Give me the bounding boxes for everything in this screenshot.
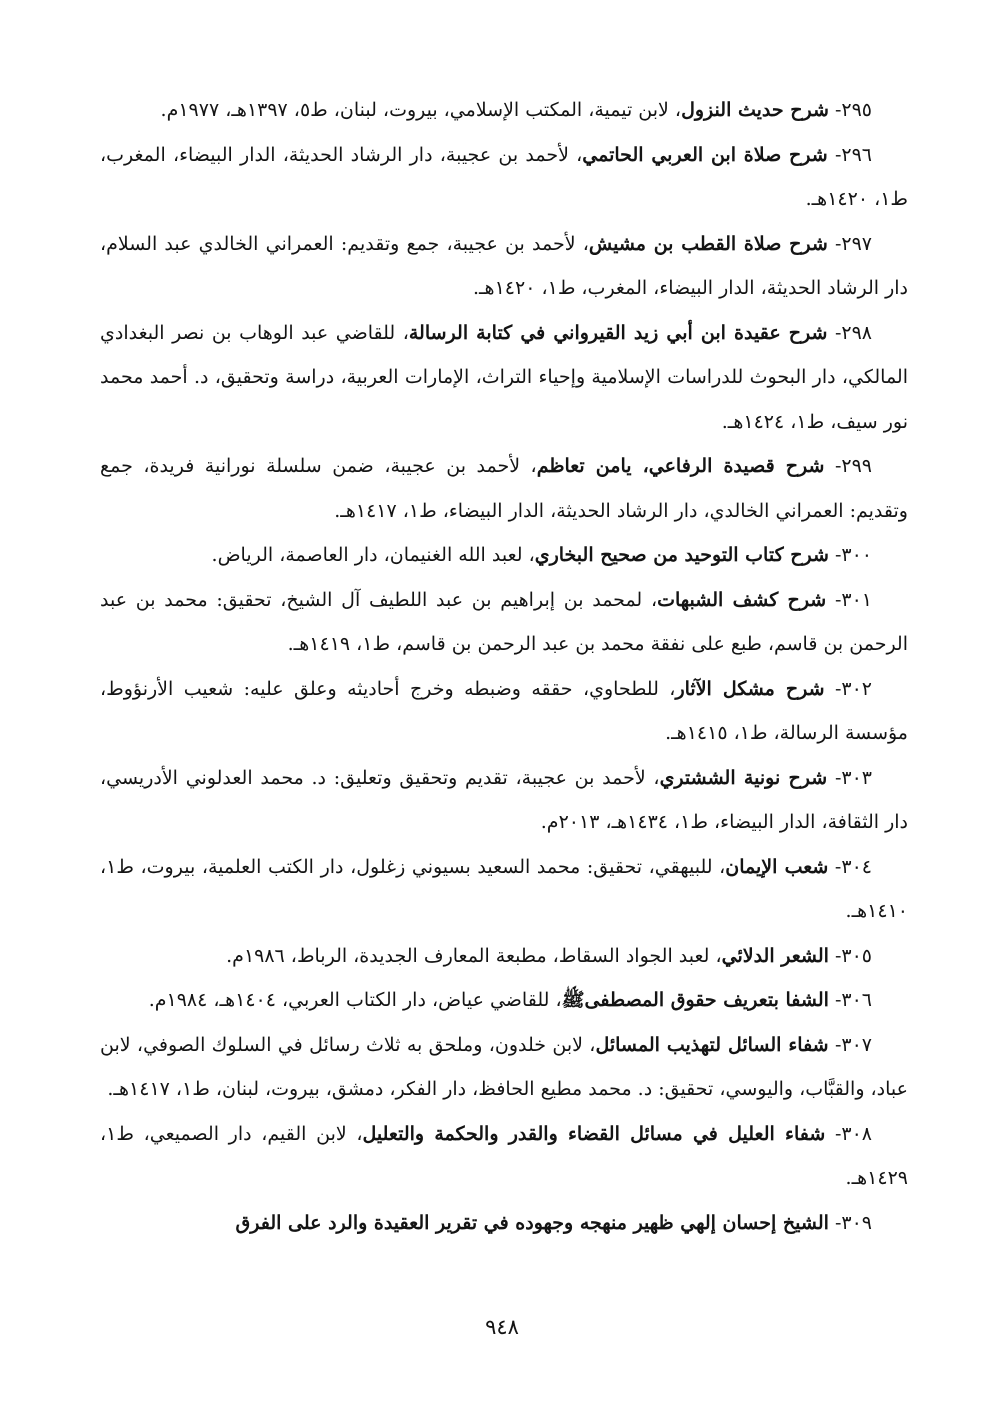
entry-details: ، للقاضي عبد الوهاب بن نصر البغدادي المالكي، دار البحوث للدراسات الإسلامية وإحياء التراث، الإمارات العربية، دراسة وتحقيق، د. أحمد محمد نور سيف، ط١، ١٤٢٤هـ.	[100, 321, 909, 433]
entry-number: ٢٩٨-	[827, 321, 872, 344]
bibliography-entry-295	[100, 88, 908, 133]
entry-number: ٢٩٧-	[827, 232, 873, 255]
bibliography-entry-306	[100, 978, 908, 1023]
entry-details: ، لابن تيمية، المكتب الإسلامي، بيروت، لبنان، ط٥، ١٣٩٧هـ، ١٩٧٧م.	[160, 99, 682, 121]
entry-details: ، للقاضي عياض، دار الكتاب العربي، ١٤٠٤هـ، ١٩٨٤م.	[148, 989, 562, 1011]
bibliography-entry-309	[100, 1201, 908, 1246]
entry-details: ، لابن خلدون، وملحق به ثلاث رسائل في السلوك الصوفي، لابن عباد، والقبَّاب، واليوسي، تحقيق: د. محمد مطيع الحافظ، دار الفكر، دمشق، بيروت، لبنان، ط١، ١٤١٧هـ.	[100, 1033, 908, 1100]
entry-number: ٣٠٠-	[828, 544, 872, 566]
entry-number: ٢٩٩-	[824, 455, 872, 477]
bibliography-entry-304	[100, 845, 908, 934]
entry-title: شفاء السائل لتهذيب المسائل	[595, 1033, 829, 1056]
entry-title: شرح قصيدة الرفاعي، يامن تعاظم	[536, 455, 825, 477]
entry-title: شرح عقيدة ابن أبي زيد القيرواني في كتابة الرسالة	[408, 321, 828, 344]
bibliography-entry-296	[100, 133, 908, 222]
entry-title: الشعر الدلائي	[721, 944, 829, 967]
entry-title: شرح صلاة ابن العربي الحاتمي	[582, 143, 828, 166]
entry-title: شفاء العليل في مسائل القضاء والقدر والحكمة والتعليل	[362, 1122, 826, 1145]
entry-number: ٣٠٥-	[828, 944, 872, 967]
entry-number: ٣٠٤-	[828, 855, 872, 878]
entry-title: شرح حديث النزول	[681, 99, 829, 121]
page-number: ٩٤٨	[485, 1315, 519, 1339]
entry-details: ، لأحمد بن عجيبة، جمع وتقديم: العمراني الخالدي عبد السلام، دار الرشاد الحديثة، الدار البيضاء، المغرب، ط١، ١٤٢٠هـ.	[100, 232, 908, 299]
entry-title: شرح كتاب التوحيد من صحيح البخاري	[534, 544, 829, 566]
bibliography-entry-297	[100, 222, 908, 311]
entry-details: ، لأحمد بن عجيبة، ضمن سلسلة نورانية فريدة، جمع وتقديم: العمراني الخالدي، دار الرشاد الحديثة، الدار البيضاء، ط١، ١٤١٧هـ.	[100, 455, 908, 522]
entry-title: الشفا بتعريف حقوق المصطفىﷺ	[561, 989, 829, 1011]
bibliography-entry-308	[100, 1112, 908, 1201]
bibliography-entry-301	[100, 578, 908, 667]
entry-number: ٣٠٩-	[828, 1211, 872, 1234]
entry-title: شرح نونية الششتري	[659, 766, 828, 789]
bibliography-entry-300	[100, 533, 908, 578]
entry-title: الشيخ إحسان إلهي ظهير منهجه وجهوده في تقرير العقيدة والرد على الفرق	[235, 1211, 829, 1234]
entry-title: شرح صلاة القطب بن مشيش	[588, 232, 828, 255]
entry-title: شرح كشف الشبهات	[657, 588, 827, 611]
entry-details: ، للطحاوي، حققه وضبطه وخرج أحاديثه وعلق عليه: شعيب الأرنؤوط، مؤسسة الرسالة، ط١، ١٤١٥هـ.	[100, 677, 908, 744]
bibliography-entry-299	[100, 444, 908, 533]
entry-details: ، لعبد الله الغنيمان، دار العاصمة، الرياض.	[211, 544, 535, 566]
entry-number: ٣٠٧-	[828, 1033, 872, 1056]
bibliography-entry-305	[100, 934, 908, 979]
entry-number: ٣٠١-	[826, 588, 873, 611]
entry-title: شرح مشكل الآثار	[675, 677, 825, 700]
entry-details: ، لأحمد بن عجيبة، دار الرشاد الحديثة، الدار البيضاء، المغرب، ط١، ١٤٢٠هـ.	[100, 143, 908, 210]
entry-number: ٣٠٨-	[825, 1122, 872, 1145]
entry-details: ، لمحمد بن إبراهيم بن عبد اللطيف آل الشيخ، تحقيق: محمد بن عبد الرحمن بن قاسم، طبع على نفقة محمد بن عبد الرحمن بن قاسم، ط١، ١٤١٩هـ.	[100, 588, 908, 655]
entry-details: ، لأحمد بن عجيبة، تقديم وتحقيق وتعليق: د. محمد العدلوني الأدريسي، دار الثقافة، الدار البيضاء، ط١، ١٤٣٤هـ، ٢٠١٣م.	[100, 766, 908, 833]
entry-details: ، لابن القيم، دار الصميعي، ط١، ١٤٢٩هـ.	[100, 1122, 908, 1189]
bibliography-page	[100, 88, 908, 1245]
bibliography-entry-307	[100, 1023, 908, 1112]
entry-number: ٢٩٥-	[828, 99, 872, 121]
bibliography-entry-302	[100, 667, 908, 756]
bibliography-entry-303	[100, 756, 908, 845]
entry-number: ٣٠٦-	[828, 989, 872, 1011]
entry-title: شعب الإيمان	[725, 855, 829, 878]
entry-details: ، لعبد الجواد السقاط، مطبعة المعارف الجديدة، الرباط، ١٩٨٦م.	[226, 944, 722, 967]
entry-number: ٣٠٢-	[824, 677, 872, 700]
entry-number: ٣٠٣-	[827, 766, 872, 789]
bibliography-entry-298	[100, 311, 908, 445]
entry-number: ٢٩٦-	[827, 143, 872, 166]
entry-details: ، للبيهقي، تحقيق: محمد السعيد بسيوني زغلول، دار الكتب العلمية، بيروت، ط١، ١٤١٠هـ.	[100, 855, 908, 922]
